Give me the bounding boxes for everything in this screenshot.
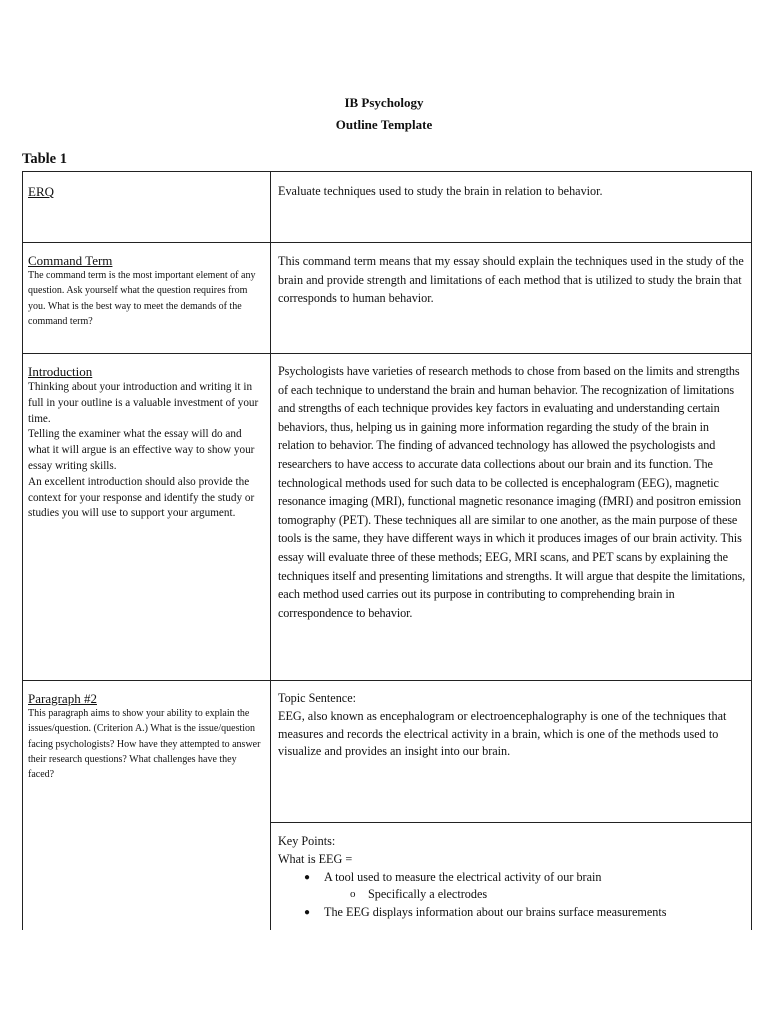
list-item: ● The EEG displays information about our brains surface measurements <box>278 904 746 922</box>
introduction-instruction: An excellent introduction should also provide the context for your response and identify the study or studies you will use to support your argument. <box>28 475 255 520</box>
key-points-sublist <box>278 886 746 904</box>
topic-sentence-label: Topic Sentence: <box>278 691 356 705</box>
introduction-cell <box>28 364 264 522</box>
key-points-cell <box>278 833 746 922</box>
paragraph-2-instructions: This paragraph aims to show your ability to explain the issues/question. (Criterion A.) What is the issue/question facing psychologists? How have they attempted to answer their research questions? What challenges have they faced? <box>28 708 261 781</box>
introduction-response: Psychologists have varieties of research methods to chose from based on the limits and strengths of each technique to understand the brain and human behavior. The recognization of limitations and strengths of each technique provides key factors in evaluating and understanding certain behaviors, thus, helping us in gaining more information regarding the study of the brain in relation to behavior. The finding of advanced technology has allowed the psychologists and researchers to have access to accurate data collections about our brain and its function. The technological methods used for such data to be collected is encephalogram (EEG), magnetic resonance imaging (MRI), functional magnetic resonance imaging (fMRI) and positron emission tomography (PET). These techniques all are similar to one another, as the main purpose of these tools is the same, they have different ways in which it produces images of our brain activity. This essay will evaluate three of these methods; EEG, MRI scans, and PET scans by explaining the techniques itself and presenting limitations and strengths. It will argue that despite the limitations, each method used carries out its purpose in contributing to comprehending brain in correspondence to behavior. <box>278 364 746 620</box>
key-points-question: What is EEG = <box>278 851 353 866</box>
erq-label: ERQ <box>28 184 54 199</box>
document-title: IB Psychology <box>344 95 424 110</box>
list-item: o Specifically a electrodes <box>278 886 746 904</box>
introduction-label: Introduction <box>28 364 93 379</box>
key-points-list <box>278 869 746 887</box>
table-label: Table 1 <box>22 151 67 167</box>
document-subtitle: Outline Template <box>335 117 433 132</box>
topic-sentence-cell <box>278 690 746 761</box>
command-term-response: This command term means that my essay should explain the techniques used in the study of the brain and provide strength and limitations of each method that is utilized to study the brain that corresponds to human behavior. <box>278 254 744 306</box>
erq-question: Evaluate techniques used to study the brain in relation to behavior. <box>278 184 603 198</box>
paragraph-2-label: Paragraph #2 <box>28 691 97 706</box>
topic-sentence-text: EEG, also known as encephalogram or electroencephalography is one of the techniques that measures and records the electrical activity in a brain, which is one of the methods used to visualize and provides an insight into our brain. <box>278 708 727 759</box>
command-term-cell <box>28 253 264 329</box>
command-term-instructions: The command term is the most important element of any question. Ask yourself what the question requires from you. What is the best way to meet the demands of the command term? <box>28 270 256 327</box>
key-points-label: Key Points: <box>278 834 336 848</box>
paragraph-2-cell <box>28 691 264 782</box>
introduction-instruction: Thinking about your introduction and writing it in full in your outline is a valuable investment of your time. <box>28 381 259 425</box>
key-points-list <box>278 904 746 922</box>
introduction-instruction: Telling the examiner what the essay will do and what it will argue is an effective way to show your essay writing skills. <box>28 428 255 472</box>
list-item: ● A tool used to measure the electrical activity of our brain <box>278 869 746 887</box>
command-term-label: Command Term <box>28 253 113 268</box>
